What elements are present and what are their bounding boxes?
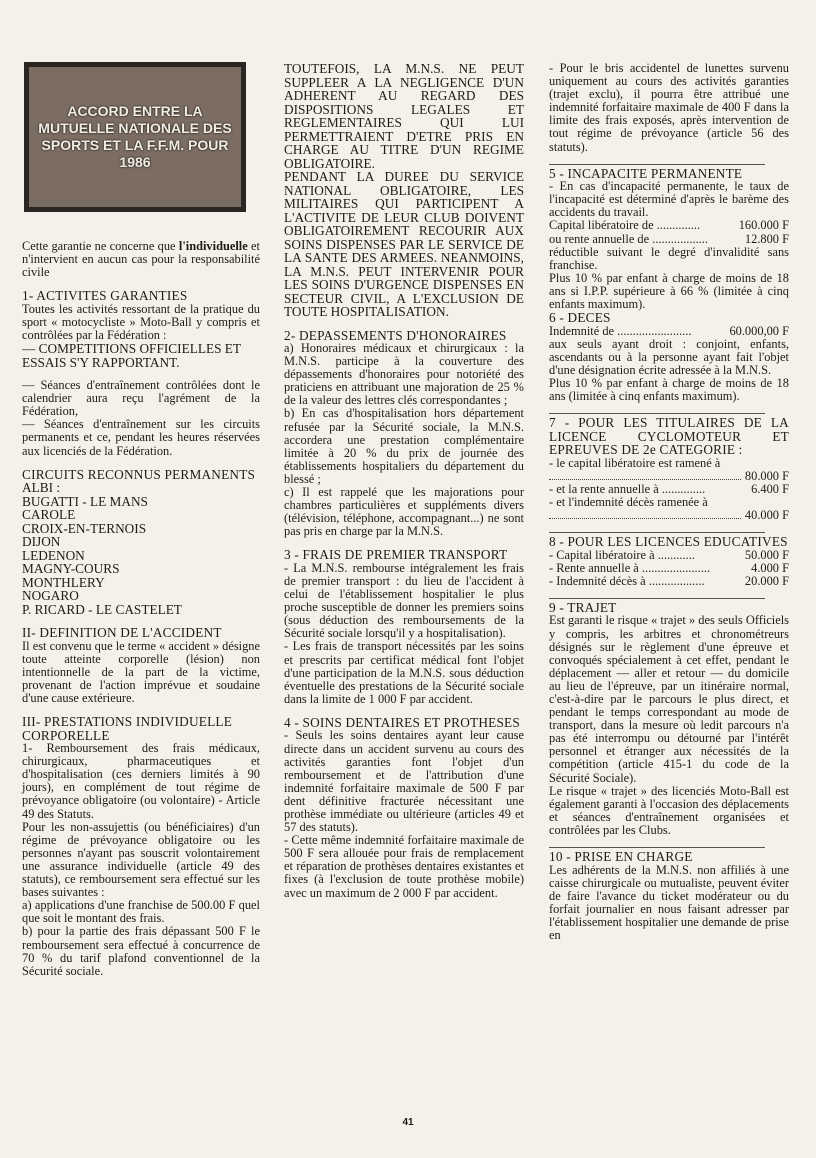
title-box-inner [29, 67, 241, 207]
amount-value: 40.000 F [744, 508, 789, 523]
intro-text-a: Cette garantie ne concerne que [22, 239, 176, 253]
section-3-p3: a) applications d'une franchise de 500.00 F quel que soit le montant des frais. [22, 898, 260, 926]
section-5-p2: réductible suivant le degré d'invalidité sans franchise. [549, 244, 789, 272]
amount-value: 4.000 F [751, 560, 789, 575]
amount-row [549, 219, 789, 232]
amount-label: Indemnité de ........................ [549, 323, 692, 338]
circuits-list [22, 481, 260, 616]
section-4-dental-title: 4 - SOINS DENTAIRES ET PROTHESES [284, 714, 520, 730]
amount-value: 60.000,00 F [729, 323, 789, 338]
circuit-item: CAROLE [22, 507, 76, 523]
amount-value: 12.800 F [744, 231, 789, 246]
caps-paragraph-1: TOUTEFOIS, LA M.N.S. NE PEUT SUPPLEER A LA NEGLIGENCE D'UN ADHERENT AU REGARD DES DISPOSITIONS LEGALES ET REGLEMENTAIRES QUI LUI PERMETTRAIENT D'ETRE PRIS EN CHARGE AU TITRE D'UN REGIME OBLIGATOIRE. [284, 61, 524, 171]
section-9-title: 9 - TRAJET [549, 599, 617, 615]
amount-value: 160.000 F [738, 218, 789, 233]
amount-value: 6.400 F [751, 481, 789, 496]
circuit-item: BUGATTI - LE MANS [22, 493, 148, 509]
section-4-dental-p1: - Seuls les soins dentaires ayant leur cause directe dans un accident survenu au cours des activités garanties font l'objet d'un remboursement et de l'attribution d'une indemnité forfaitaire maximale de 500 F par dent définitive fracturée nécessitant une prothèse immédiate ou ultérieure (articles 49 et 57 des statuts). [284, 728, 524, 835]
section-3-title: III- PRESTATIONS INDIVIDUELLE CORPORELLE [22, 714, 233, 743]
circuit-item: LEDENON [22, 547, 85, 563]
section-1-title: 1- ACTIVITES GARANTIES [22, 288, 188, 304]
amount-row [549, 325, 789, 338]
section-2-title: II- DEFINITION DE L'ACCIDENT [22, 625, 222, 641]
section-4-dental-p2: - Cette même indemnité forfaitaire maximale de 500 F sera allouée pour frais de remplacement et réparation de prothèses dentaires existantes et fixes (à l'exclusion de toute prothèse mobile) avec un maximum de 2 000 F par accident. [284, 833, 524, 900]
page-number: 41 [402, 1117, 414, 1128]
amount-value: 80.000 F [744, 468, 789, 483]
amount-label: Capital libératoire de .............. [549, 218, 701, 233]
intro-text-bold: l'individuelle [178, 239, 248, 253]
circuit-item: NOGARO [22, 588, 79, 604]
section-5-p1: - En cas d'incapacité permanente, le taux de l'incapacité est déterminé d'après le barème des accidents du travail. [549, 179, 789, 220]
section-1-p2: — COMPETITIONS OFFICIELLES ET ESSAIS S'Y RAPPORTANT. [22, 341, 241, 370]
section-3-p4: b) pour la partie des frais dépassant 500 F le remboursement sera effectué à concurrence de 70 % du tarif plafond conventionnel de la Sécurité sociale. [22, 924, 260, 978]
section-8-title: 8 - POUR LES LICENCES EDUCATIVES [549, 534, 788, 550]
section-9-p1: Est garanti le risque « trajet » des seuls Officiels y compris, les arbitres et chronométreurs désignés sur le règlement d'une épreuve et convoqués spécialement à cet effet, pendant le déplacement — aller et retour — du domicile au lieu de l'épreuve, par un itinéraire normal, c'est-à-dire par le parcours le plus direct, et pendant le temps correspondant au mode de transport, dans la mesure où ledit parcours n'a pas été interrompu ou détourné par l'intérêt personnel et étranger aux nécessités de la compétition (article 415-1 du code de la Sécurité Sociale). [549, 613, 789, 785]
circuit-item: MAGNY-COURS [22, 561, 120, 577]
circuits-title: CIRCUITS RECONNUS PERMANENTS [22, 466, 256, 482]
section-divider [549, 598, 765, 599]
section-3-p1: 1- Remboursement des frais médicaux, chirurgicaux, pharmaceutiques et d'hospitalisation (ces derniers limités à 90 jours), en complément de tout régime de prévoyance obligatoire (ou volontaire) - Article 49 des Statuts. [22, 741, 260, 821]
amount-row [549, 483, 789, 496]
column-1 [22, 62, 260, 978]
dotted-leader [549, 509, 741, 519]
section-3-transport-p1: - La M.N.S. rembourse intégralement les frais de premier transport : du lieu de l'accident à celui de l'établissement hospitalier le plus proche susceptible de donner les premiers soins (sous déduction des remboursements de la Sécurité sociale lorsqu'il y a hospitalisation). [284, 560, 524, 641]
section-10-p1: Les adhérents de la M.N.S. non affiliés à une caisse chirurgicale ou mutualiste, peuvent éviter de faire l'avance du ticket modérateur ou du forfait journalier en nous faisant adresser par l'établissement hospitalier une demande de prise en [549, 862, 789, 942]
circuit-item: DIJON [22, 534, 61, 550]
section-9-p2: Le risque « trajet » des licenciés Moto-Ball est également garanti à l'occasion des déplacements et séances d'entraînement organisées et contrôlées par les Clubs. [549, 783, 789, 837]
section-1-p3: — Séances d'entraînement contrôlées dont le calendrier aura reçu l'agrément de la Fédération, [22, 378, 260, 419]
circuit-item: P. RICARD - LE CASTELET [22, 601, 182, 617]
amount-label: - Indemnité décès à .................. [549, 573, 705, 588]
section-divider [549, 413, 765, 414]
caps-paragraph-2: PENDANT LA DUREE DU SERVICE NATIONAL OBLIGATOIRE, LES MILITAIRES QUI PARTICIPENT A L'ACTIVITE DE LEUR CLUB DOIVENT OBLIGATOIREMENT RECOURIR AUX SOINS DISPENSES PAR LE SERVICE DE LA SANTE DES ARMEES. NEANMOINS, LA M.N.S. PEUT INTERVENIR POUR LES SOINS D'URGENCE DISPENSES EN SECTEUR CIVIL, A L'EXCLUSION DE TOUTE HOSPITALISATION. [284, 169, 524, 319]
section-2-b: b) En cas d'hospitalisation hors département refusée par la Sécurité sociale, la M.N.S. accordera une prestation complémentaire limitée à 20 % du prix de journée des établissements hospitaliers du département du blessé ; [284, 406, 524, 486]
circuit-item: MONTHLERY [22, 574, 105, 590]
amount-row [549, 470, 789, 483]
amount-row [549, 575, 789, 588]
section-5-p3: Plus 10 % par enfant à charge de moins de 18 ans si I.P.P. supérieure à 66 % (limitée à cinq enfants maximum). [549, 270, 789, 311]
box-title: ACCORD ENTRE LA MUTUELLE NATIONALE DES SPORTS ET LA F.F.M. POUR 1986 [38, 103, 232, 170]
section-divider [549, 847, 765, 848]
amount-label: - et la rente annuelle à .............. [549, 481, 706, 496]
intro-paragraph [22, 240, 260, 279]
amount-row [549, 233, 789, 246]
section-2-a: a) Honoraires médicaux et chirurgicaux : la M.N.S. participe à la couverture des dépassements d'honoraires pour notoriété des praticiens en attribuant une majoration de 25 % de la valeur des lettres clés correspondantes ; [284, 341, 524, 408]
section-7-title: 7 - POUR LES TITULAIRES DE LA LICENCE CYCLOMOTEUR ET EPREUVES DE 2e CATEGORIE : [549, 415, 789, 458]
section-1-p4: — Séances d'entraînement sur les circuits permanents et ce, pendant les heures réservées aux licenciés de la Fédération. [22, 417, 260, 458]
amount-row [549, 549, 789, 562]
amount-value: 20.000 F [744, 573, 789, 588]
amount-row [549, 562, 789, 575]
section-1-p1: Toutes les activités ressortant de la pratique du sport « motocycliste » Moto-Ball y compris et contrôlées par la Fédération : [22, 301, 260, 342]
circuit-item: CROIX-EN-TERNOIS [22, 520, 147, 536]
amount-label: ou rente annuelle de .................. [549, 231, 708, 246]
dotted-leader [549, 470, 741, 480]
circuit-item: ALBI : [22, 480, 61, 496]
section-10-title: 10 - PRISE EN CHARGE [549, 849, 693, 864]
section-3-transport-p2: - Les frais de transport nécessités par les soins et prescrits par certificat médical font l'objet d'une participation de la M.N.S. sous déduction éventuelle des prestations de la Sécurité sociale dans la limite de 1 000 F par accident. [284, 639, 524, 706]
section-2-c: c) Il est rappelé que les majorations pour chambres particulières et suppléments divers (télévision, téléphone, accompagnant...) ne sont pas pris en charge par la M.N.S. [284, 485, 524, 539]
glasses-paragraph: - Pour le bris accidentel de lunettes survenu uniquement au cours des activités garanties (trajet exclu), il pourra être attribué une indemnité forfaitaire maximale de 400 F dans la limite des frais exposés, après intervention de tout régime de prévoyance (article 56 des statuts). [549, 61, 789, 154]
section-6-p1: aux seuls ayant droit : conjoint, enfants, ascendants ou à la personne ayant fait l'objet d'une désignation écrite adressée à la M.N.S. [549, 336, 789, 377]
title-box [24, 62, 246, 212]
section-5-title: 5 - INCAPACITE PERMANENTE [549, 165, 743, 181]
section-6-title: 6 - DECES [549, 310, 611, 326]
intro-text-c: et n'intervient en aucun cas pour la responsabilité civile [22, 239, 260, 280]
amount-row [549, 509, 789, 522]
amount-value: 50.000 F [744, 547, 789, 562]
column-2 [284, 62, 524, 900]
section-7-line-3: - et l'indemnité décès ramenée à [549, 494, 708, 509]
section-2-honoraires-title: 2- DEPASSEMENTS D'HONORAIRES [284, 327, 507, 343]
section-6-p2: Plus 10 % par enfant à charge de moins de 18 ans (limitée à cinq enfants maximum). [549, 375, 789, 404]
amount-label: - Rente annuelle à ...................... [549, 560, 711, 575]
column-3 [549, 62, 789, 942]
section-divider [549, 532, 765, 533]
section-2-p1: Il est convenu que le terme « accident » désigne toute atteinte corporelle (lésion) non intentionnelle de la part de la victime, provenant de l'action imprévue et soudaine d'une cause extérieure. [22, 638, 260, 705]
section-3-transport-title: 3 - FRAIS DE PREMIER TRANSPORT [284, 547, 508, 563]
section-3-p2: Pour les non-assujettis (ou bénéficiaires) d'un régime de prévoyance obligatoire ou les personnes n'ayant pas souscrit volontairement une assurance individuelle (article 49 des statuts), ce remboursement sera effectué sur les bases suivantes : [22, 819, 260, 900]
amount-label: - Capital libératoire à ............ [549, 547, 695, 562]
section-divider [549, 164, 765, 165]
section-7-line-1: - le capital libératoire est ramené à [549, 455, 721, 470]
